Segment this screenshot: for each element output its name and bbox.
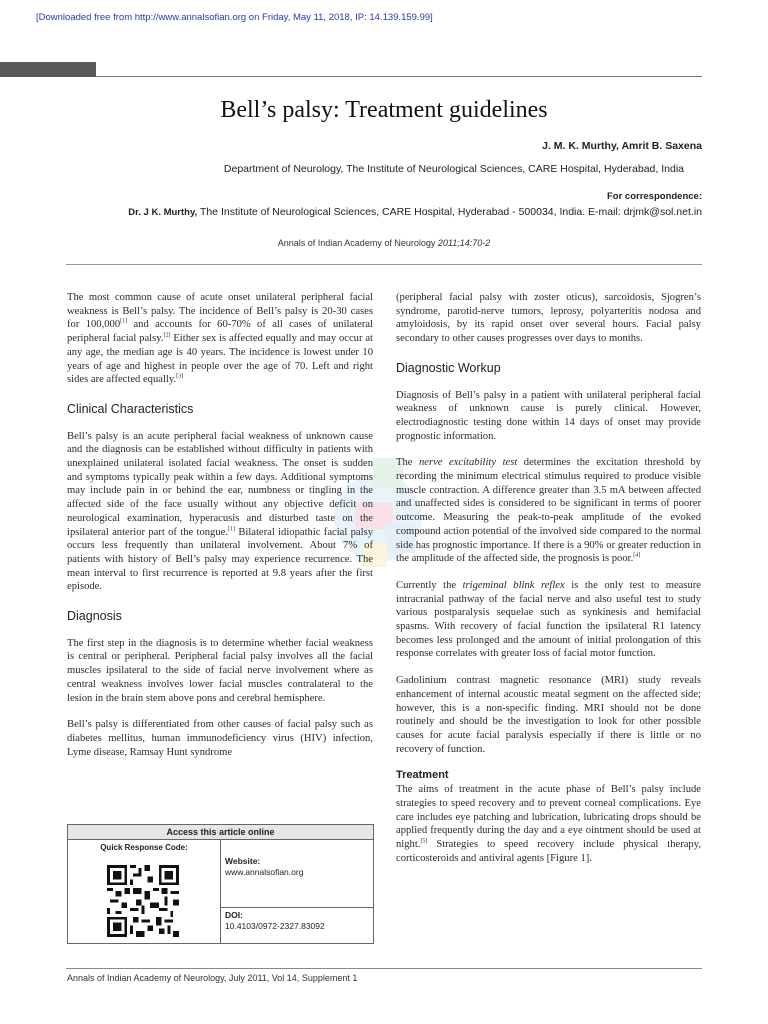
left-column: [67, 291, 373, 759]
citation-volume: 2011;14:70-2: [437, 238, 491, 248]
reference-link[interactable]: [3]: [176, 373, 184, 380]
reference-link[interactable]: [5]: [420, 838, 428, 845]
paragraph-workup-1: Diagnosis of Bell’s palsy in a patient with unilateral peripheral facial weakness of unknown cause is purely clinical. However, electrodiagnostic testing done within 14 days of onset may provide prognostic information.: [396, 389, 701, 442]
section-heading-treatment: Treatment: [396, 769, 449, 782]
correspondence: [128, 206, 702, 218]
paragraph-continuation: (peripheral facial palsy with zoster oticus), sarcoidosis, Sjogren’s syndrome, parotid-nerve tumors, leprosy, polyarteritis nodosa and amyloidosis, by its rapid onset over several hours. Facial palsy secondary to other causes progresses over days to months.: [396, 292, 701, 345]
box-divider: [220, 840, 221, 943]
paragraph-intro: The most common cause of acute onset unilateral peripheral facial weakness is Bell’s palsy. The incidence of Bell’s palsy is 20-30 cases for 100,000[1] and accounts for 60-70% of all cases of unilateral peripheral facial palsy.[2] Either sex is affected equally and may occur at any age, the median age is 40 years. The incidence is lowest under 10 years of age and highest in people over the age of 70. Left and right sides are affected equally.[3]: [67, 292, 373, 386]
doi-link[interactable]: 10.4103/0972-2327.83092: [225, 921, 325, 931]
download-notice[interactable]: [Downloaded free from http://www.annalsofian.org on Friday, May 11, 2018, IP: 14.139.159.99]: [36, 12, 433, 23]
reference-link[interactable]: [1]: [228, 526, 236, 533]
correspondence-name: Dr. J K. Murthy,: [128, 207, 198, 218]
paragraph-diagnosis-2: Bell’s palsy is differentiated from other causes of facial palsy such as diabetes mellitus, human immunodeficiency virus (HIV) infection, Lyme disease, Ramsay Hunt syndrome: [67, 719, 373, 758]
paragraph-treatment: The aims of treatment in the acute phase of Bell’s palsy include strategies to speed recovery and to prevent corneal complications. Eye care includes eye patching and lubrication, lubricating drops should be applied frequently during the day and a eye ointment should be used at night.[5] Strategies to speed recovery include physical therapy, corticosteroids and antiviral agents [Figure 1].: [396, 784, 701, 864]
access-article-box: [67, 824, 374, 944]
doi-label: DOI:: [225, 910, 243, 920]
paragraph-diagnosis-1: The first step in the diagnosis is to determine whether facial weakness is central or peripheral. Peripheral facial palsy involves all the facial muscles ipsilateral to the side of facial nerve involvement where as central weakness involves lower facial muscles contralateral to the lesion in the brain stem above pons and cerebral hemisphere.: [67, 637, 373, 704]
correspondence-heading: For correspondence:: [606, 191, 702, 202]
paragraph-workup-4: Gadolinium contrast magnetic resonance (MRI) study reveals enhancement of internal acoustic meatal segment on the affected side; however, this is a non-specific finding. MRI should not be done routinely and should be the investigation to look for other possible causes for acute facial paralysis especially if there is little or no recovery of function.: [396, 675, 701, 755]
box-divider: [221, 907, 373, 908]
paragraph-workup-3: Currently the trigeminal blink reflex is the only test to measure intracranial pathway of the facial nerve and also useful test to study various postparalysis sequelae such as synkinesis and hemifacial spasms. With recovery of facial function the ipsilateral R1 latency becomes less prolonged and the amount of initial prolongation of this response correlates with greater loss of facial motor function.: [396, 579, 701, 660]
divider: [66, 264, 702, 265]
website-link[interactable]: www.annalsofian.org: [225, 867, 304, 877]
website-label: Website:: [225, 856, 261, 866]
section-heading-diagnosis: Diagnosis: [67, 609, 122, 624]
access-box-heading: Access this article online: [68, 825, 373, 840]
correspondence-address: The Institute of Neurological Sciences, CARE Hospital, Hyderabad - 500034, India. E-mail: drjmk@sol.net.in: [197, 206, 702, 218]
section-heading-clinical: Clinical Characteristics: [67, 401, 194, 416]
footer-rule: [66, 968, 702, 969]
header-rule: [96, 76, 702, 77]
section-heading-workup: Diagnostic Workup: [396, 360, 501, 375]
right-column: [396, 291, 701, 865]
paragraph-workup-2: The nerve excitability test determines the excitation threshold by recording the minimum electrical stimulus required to produce visible muscle contraction. A difference greater than 3.5 mA between affected and unaffected sides is considered to be significant in terms of poorer outcome. Measuring the peak-to-peak amplitude of the evoked compound action potential of the involved side compared to the normal side has prognostic importance. If there is a 90% or greater reduction in the amplitude of the affected side, the prognosis is poor.[4]: [396, 457, 702, 565]
citation: [0, 238, 768, 248]
citation-journal: Annals of Indian Academy of Neurology: [277, 238, 438, 248]
qr-label: Quick Response Code:: [100, 843, 188, 852]
reference-link[interactable]: [2]: [163, 332, 171, 339]
qr-code-icon[interactable]: [107, 865, 179, 937]
affiliation: Department of Neurology, The Institute of Neurological Sciences, CARE Hospital, Hyderabad, India: [223, 163, 684, 175]
page-footer: Annals of Indian Academy of Neurology, July 2011, Vol 14, Supplement 1: [67, 973, 358, 983]
reference-link[interactable]: [4]: [633, 552, 641, 559]
paragraph-clinical: Bell’s palsy is an acute peripheral facial weakness of unknown cause and the diagnosis can be established without difficulty in patients with unexplained unilateral isolated facial weakness. The onset is sudden and symptoms typically peak within a few days. Additional symptoms may include pain in or behind the ear, numbness or tingling in the affected side of the face usually without any objective deficit on neurological examination, hyperacusis and disturbed taste on the ipsilateral anterior part of the tongue.[1] Bilateral idiopathic facial palsy occurs less frequently than unilateral involvement. About 7% of patients with history of Bell’s palsy may experience recurrence. The mean interval to first recurrence is reported at 9.8 years after the first episode.: [67, 430, 373, 593]
authors: J. M. K. Murthy, Amrit B. Saxena: [542, 140, 702, 152]
header-bar: [0, 62, 96, 77]
article-title: Bell’s palsy: Treatment guidelines: [220, 97, 548, 123]
reference-link[interactable]: [1]: [120, 318, 128, 325]
